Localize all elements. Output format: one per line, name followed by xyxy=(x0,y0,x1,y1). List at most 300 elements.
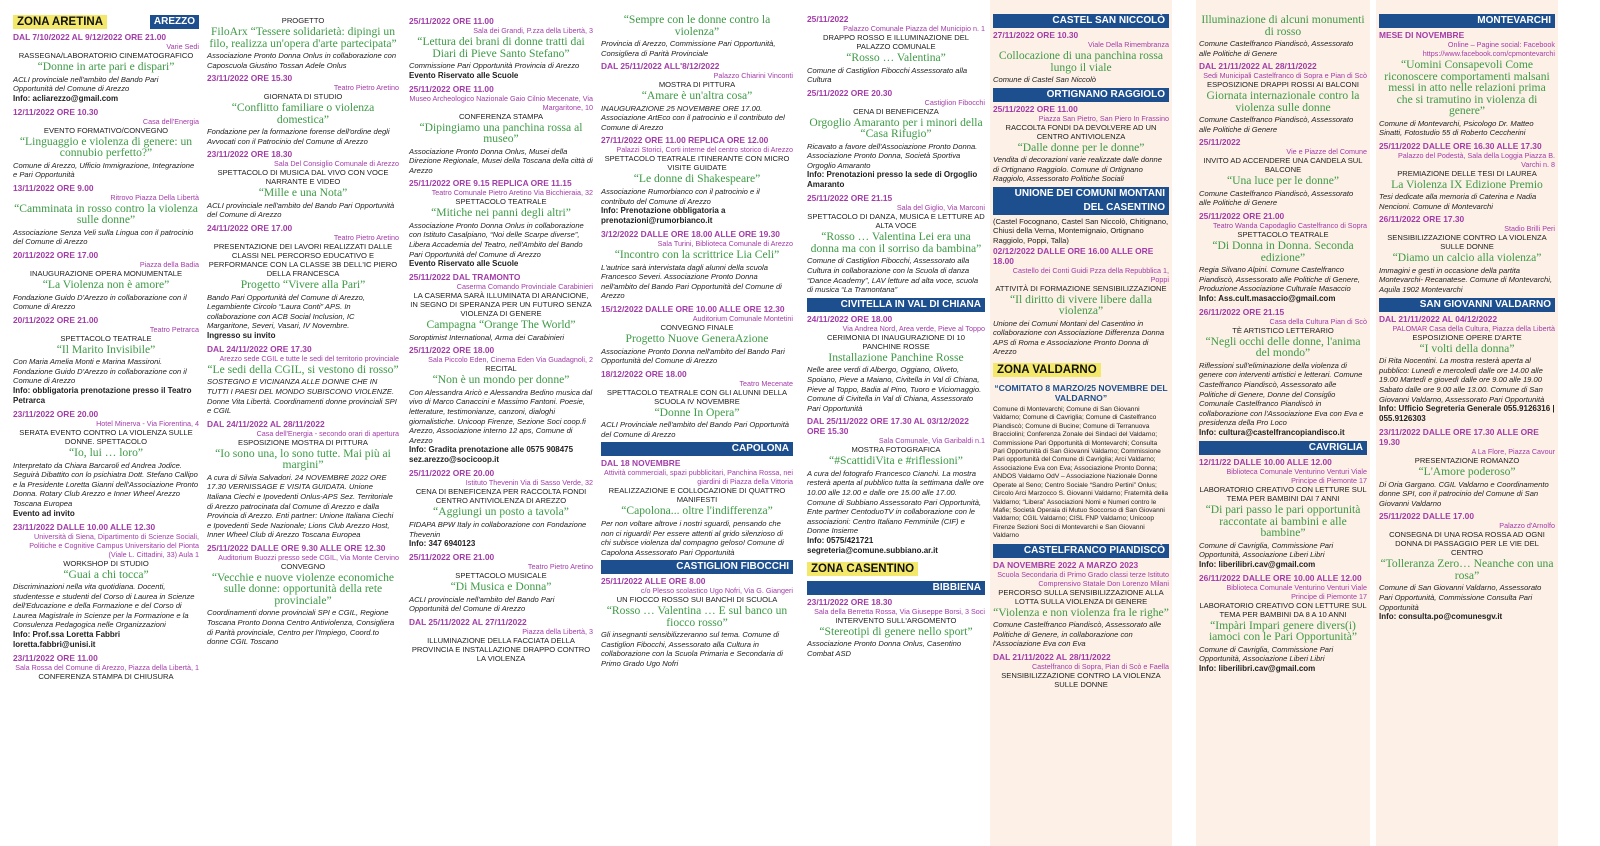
event-description: Associazione Pronto Donna Onlus in collaborazione con Istituto Casalpiano, “Noi delle Scarpe diverse”, Libera Accademia del Teatro, nell'Ambito del Bando Pari Opportunità del Comune di Arezzo xyxy=(409,220,584,259)
event-item xyxy=(601,61,793,132)
event-date: 23/11/2022 DALLE ORE 17.30 ALLE ORE 19.30 xyxy=(1379,427,1539,448)
event-date: DAL 24/11/2022 ORE 17.30 xyxy=(207,343,312,354)
event-description: Comune di Cavriglia, Commissione Pari Opportunità, Associazione Liberi Libri xyxy=(1199,540,1334,560)
event-place: Teatro Mecenate xyxy=(739,378,793,388)
event-place: Palazzo d'Arnolfo xyxy=(1499,521,1555,531)
event-title: “Rosso … Valentina … E sul banco un fiocco rosso” xyxy=(606,604,788,629)
event-description: Con Maria Amelia Monti e Marina Massironi. Fondazione Guido D'Arezzo in collaborazione con il Comune di Arezzo xyxy=(13,357,187,386)
event-description: Vendita di decorazioni varie realizzate dalle donne di Ortignano Raggiolo. Comune di Ortignano Raggiolo, Assessorato Politiche Sociali xyxy=(993,155,1162,184)
event-date: 26/11/2022 DALLE ORE 10.00 ALLE 12.00 xyxy=(1199,572,1362,583)
zone-label: ZONA ARETINA xyxy=(13,15,107,29)
event-place: Piazza della Libertà, 3 xyxy=(522,626,593,636)
event-place: A La Flore, Piazza Cavour xyxy=(1471,447,1555,457)
event-type: REALIZZAZIONE E COLLOCAZIONE DI QUATTRO MANIFESTI xyxy=(608,486,786,505)
event-type: PERCORSO SULLA SENSIBILIZZAZIONE ALLA LOTTA SULLA VIOLENZA DI GENERE xyxy=(998,587,1164,606)
event-item xyxy=(1379,214,1555,294)
event-item xyxy=(207,73,399,146)
event-title: “Guai a chi tocca” xyxy=(63,567,149,581)
event-place: Casa dell'Energia - secondo orari di apertura xyxy=(256,428,399,438)
event-title: “Negli occhi delle donne, l'anima del mondo” xyxy=(1205,334,1361,360)
event-item xyxy=(601,304,793,366)
zone-label: ZONA VALDARNO xyxy=(993,363,1101,377)
event-title: “Diamo un calcio alla violenza” xyxy=(1392,251,1542,265)
column-2 xyxy=(204,0,402,846)
event-description: Soroptimist International, Arma dei Carabinieri xyxy=(409,332,565,342)
event-type: SPETTACOLO TEATRALE ITINERANTE CON MICRO VISITE GUIDATE xyxy=(604,154,790,173)
event-place: Viale Della Rimembranza xyxy=(1088,40,1169,49)
event-place: Scuola Secondaria di Primo Grado classi terze Istituto Comprensivo Statale Don Lorenzo Milani xyxy=(997,569,1169,588)
event-title: “Le sedi della CGIL, si vestono di rosso” xyxy=(207,362,399,376)
event-list xyxy=(1379,14,1555,622)
event-title: Progetto Nuove GeneraAzione xyxy=(625,332,769,346)
event-title: FiloArx “Tessere solidarietà: dipingi un filo, realizza un'opera d'arte partecipata” xyxy=(209,25,397,50)
event-date: 25/11/2022 ORE 18.00 xyxy=(409,345,495,356)
event-type: SPETTACOLO TEATRALE xyxy=(455,197,547,207)
event-description: (Castel Focognano, Castel San Niccolò, Chitignano, Chiusi della Verna, Montemignaio, Ortignano Raggiolo, Poppi, Talla) xyxy=(993,216,1169,246)
event-place: Sala del Giglio, Via Marconi xyxy=(896,203,985,213)
event-date: 27/11/2022 ORE 10.30 xyxy=(993,30,1079,40)
event-info: Ingresso su invito xyxy=(207,330,276,340)
event-item xyxy=(1199,457,1367,570)
event-item xyxy=(807,193,985,294)
event-description: Tesi dedicate alla memoria di Caterina e Nadia Nencioni. Comune di Montevarchi xyxy=(1379,192,1537,211)
event-date: 25/11/2022 xyxy=(1199,137,1241,148)
event-title: Illuminazione di alcuni monumenti di rosso xyxy=(1201,13,1365,38)
event-item xyxy=(1199,573,1367,674)
event-type: ATTIVITÀ DI FORMAZIONE SENSIBILIZZAZIONE xyxy=(995,283,1167,293)
event-description: ACLI Provinciale nell'ambito del Bando Pari Opportunità del Comune di Arezzo xyxy=(601,420,790,439)
area-label: SAN GIOVANNI VALDARNO xyxy=(1379,298,1555,312)
event-type: PROGETTO xyxy=(281,16,325,25)
event-date: 12/11/22 DALLE 10.00 ALLE 12.00 xyxy=(1199,457,1332,467)
event-description: Ricavato a favore dell'Associazione Pronto Donna. Associazione Pronto Donna, Società Sportiva Orgoglio Amaranto xyxy=(807,141,978,170)
event-title: Installazione Panchine Rosse xyxy=(828,350,964,364)
event-title: “Non è un mondo per donne” xyxy=(432,373,570,387)
event-place: Castelfranco di Sopra, Pian di Scò e Faella xyxy=(1031,661,1169,671)
event-type: RACCOLTA FONDI DA DEVOLVERE AD UN CENTRO ANTIVIOLENZA xyxy=(1005,122,1157,141)
event-description: Interpretato da Chiara Barcaroli ed Andrea Jodice. Seguirà Dibattito con lo psichiatra Dott. Stefano Callipo e la Presidente Loretta Gianni dell'Associazione Pronto Donna. Rotary Club Arezzo e Inner Wheel Arezzo Toscana Europea xyxy=(13,460,199,508)
event-info: Evento Riservato alle Scuole xyxy=(409,70,519,80)
event-item xyxy=(13,107,199,180)
event-place: Palazzi Storici, Corti interne del centro storico di Arezzo xyxy=(616,145,793,155)
event-description: Comune di San Giovanni Valdarno, Assessorato Pari Opportunità, Commissione Consulta Pari Opportunità xyxy=(1379,583,1542,612)
event-item xyxy=(207,16,399,70)
event-description: Bando Pari Opportunità del Comune di Arezzo, Legambiente Circolo “Laura Conti” APS. In collaborazione con ACB Social Inclusion, IC Margaritone, Severi, Vasari, IV Novembre. xyxy=(207,292,366,331)
event-type: LA CASERMA SARÀ ILLUMINATA DI ARANCIONE, IN SEGNO DI SPERANZA PER UN FUTURO SENZA VIOLENZA DI GENERE xyxy=(410,291,592,319)
event-title: “Capolona... oltre l'indifferenza” xyxy=(621,504,773,518)
event-date: 25/11/2022 DALLE 17.00 xyxy=(1379,511,1474,522)
event-title: “Dalle donne per le donne” xyxy=(1017,140,1145,154)
event-info: Evento Riservato alle Scuole xyxy=(409,259,519,269)
event-list xyxy=(13,32,199,681)
event-description: Fondazione Guido D'Arezzo in collaborazione con il Comune di Arezzo xyxy=(13,292,187,312)
event-info: Info: Prof.ssa Loretta Fabbri loretta.fabbri@unisi.it xyxy=(13,629,121,649)
event-description: Discriminazioni nella vita quotidiana. Docenti, studentesse e studenti del Corso di Laurea in Scienze dell'Educazione e della Formazione e del Corso di Laurea Magistrale in Scienze per la Formazione e la Consulenza Pedagogica nelle Organizzazioni xyxy=(13,582,195,630)
event-type: TÈ ARTISTICO LETTERARIO xyxy=(1232,325,1334,335)
event-title: “Dipingiamo una panchina rossa al museo” xyxy=(419,120,583,146)
event-place: Piazza San Pietro, San Piero In Frassino xyxy=(1038,113,1169,123)
event-place: Via Andrea Nord, Area verde, Pieve al Toppo xyxy=(842,323,985,333)
event-place: Stadio Brilli Peri xyxy=(1504,224,1555,234)
event-type: SPETTACOLO DI DANZA, MUSICA E LETTURE AD ALTA VOCE xyxy=(807,212,985,231)
event-date: MESE DI NOVEMBRE xyxy=(1379,30,1465,40)
event-item xyxy=(1379,30,1555,138)
event-description: Riflessioni sull'eliminazione della violenza di genere con interventi artistici e letterari. Comune Castelfranco Piandiscò, Assessorato alle Politiche di Genere, Donne del Consiglio Comunale Castelfranco Piandiscò in collaborazione con l'Associazione Eva con Eva e presidenza della Pro Loco xyxy=(1199,360,1364,428)
event-place: Vie e Piazze del Comune xyxy=(1286,147,1367,157)
area-label: CAVRIGLIA xyxy=(1199,441,1367,455)
event-info: Info: Prenotazione obbligatoria a prenotazioni@rumorbianco.it xyxy=(601,206,726,226)
event-title: “Di pari passo le pari opportunità raccontate ai bambini e alle bambine” xyxy=(1205,503,1361,539)
event-type: PREMIAZIONE DELLE TESI DI LAUREA xyxy=(1397,168,1537,178)
event-place: Piazza della Badia xyxy=(139,260,199,270)
event-date: 24/11/2022 ORE 17.00 xyxy=(207,223,293,234)
event-item xyxy=(807,298,985,413)
event-description: Comune di Castiglion Fibocchi Assessorato alla Cultura xyxy=(807,65,968,85)
event-description: Comune di Castel San Niccolò xyxy=(993,75,1096,84)
event-date: 18/12/2022 ORE 18.00 xyxy=(601,368,687,379)
event-info: Info: liberilibri.cav@gmail.com xyxy=(1199,663,1316,673)
event-title: “Vecchie e nuove violenze economiche sulle donne: opportunità della rete provinciale” xyxy=(211,570,395,607)
event-date: 12/11/2022 ORE 10.30 xyxy=(13,106,99,117)
event-date: DAL 24/11/2022 AL 28/11/2022 xyxy=(207,418,325,429)
event-description: SOSTEGNO E VICINANZA ALLE DONNE CHE IN TUTTI I PAESI DEL MONDO SUBISCONO VIOLENZE. Donne Vita Libertà. Coordinamenti donne provinciali SPI e CGIL xyxy=(207,377,397,416)
column-3 xyxy=(406,0,596,846)
event-type: CONSEGNA DI UNA ROSA ROSSA AD OGNI DONNA DI PASSAGGIO PER LE VIE DEL CENTRO xyxy=(1389,530,1545,558)
event-title: “L'Amore poderoso” xyxy=(1418,465,1516,479)
event-type: INVITO AD ACCENDERE UNA CANDELA SUL BALCONE xyxy=(1203,156,1363,175)
event-place: Palazzo del Podestà, Sala della Loggia Piazza B. Varchi n. 8 xyxy=(1397,150,1555,169)
event-type: CENA DI BENEFICENZA PER RACCOLTA FONDI CENTRO ANTIVIOLENZA DI AREZZO xyxy=(415,487,587,506)
event-title: Giornata internazionale contro la violenza sulle donne xyxy=(1206,89,1360,114)
event-type: ESPOSIZIONE DRAPPI ROSSI AI BALCONI xyxy=(1207,80,1359,90)
event-type: INTERVENTO SULL'ARGOMENTO xyxy=(835,615,957,625)
event-date: 25/11/2022 ORE 21.00 xyxy=(409,552,495,563)
event-description: Comune Castelfranco Piandiscò, Assessorato alle Politiche di Genere, in collaborazione con l'Associazione Eva con Eva xyxy=(993,620,1162,649)
event-item xyxy=(1199,137,1367,208)
event-title: La Violenza IX Edizione Premio xyxy=(1391,177,1543,191)
event-description: Con Alessandra Aricò e Alessandra Bedino musica dal vivo di Marco Canaccini e Massimo Fantoni. Poesie, letterature, testimonianze, canzoni, dialoghi giornalistiche. Unicoop Firenze, Sezione Soci coop.fi Arezzo, Associazione interno 12 aps, Comune di Arezzo xyxy=(409,387,593,445)
event-type: CONVEGNO FINALE xyxy=(660,323,734,333)
event-title: “Io, lui … loro” xyxy=(68,446,144,460)
event-item xyxy=(207,419,399,540)
event-description: Comune di Castiglion Fibocchi, Assessorato alla Cultura in collaborazione con la Scuola di danza “Dance Academy”, LAV letture ad alta voce, scuola di musica “La Tramontana” xyxy=(807,256,979,295)
event-item xyxy=(807,416,985,556)
event-item xyxy=(993,406,1169,541)
event-info: Info: liberilibri.cav@gmail.com xyxy=(1199,559,1316,569)
event-item xyxy=(601,14,793,58)
event-item xyxy=(409,468,593,549)
event-type: SENSIBILIZZAZIONE CONTRO LA VIOLENZA SULLE DONNE xyxy=(1387,233,1547,252)
event-place: Palazzo Chiarini Vinconti xyxy=(713,71,793,81)
event-item xyxy=(13,315,199,406)
event-item xyxy=(601,369,793,440)
area-label: CAPOLONA xyxy=(601,442,793,456)
event-info: Info: Prenotazioni presso la sede di Orgoglio Amaranto xyxy=(807,170,978,190)
event-list xyxy=(409,16,593,663)
event-type: CONFERENZA STAMPA DI CHIUSURA xyxy=(38,671,174,681)
area-label: ORTIGNANO RAGGIOLO xyxy=(993,88,1169,102)
event-item xyxy=(207,223,399,341)
event-place: Castiglion Fibocchi xyxy=(924,97,985,107)
event-item xyxy=(409,552,593,614)
event-date: DAL 25/11/2022 AL 27/11/2022 xyxy=(409,616,527,627)
event-info: Info: 0575/421721 segreteria@comune.subbiano.ar.it xyxy=(807,535,938,555)
event-date: 13/11/2022 ORE 9.00 xyxy=(13,182,94,193)
event-type: UN FIOCCO ROSSO SUI BANCHI DI SCUOLA xyxy=(616,595,778,605)
event-title: “I volti della donna” xyxy=(1419,341,1515,355)
column-5 xyxy=(804,0,988,846)
event-item xyxy=(1199,307,1367,438)
event-date: 02/12/2022 DALLE ORE 16.00 ALLE ORE 18.00 xyxy=(993,245,1154,266)
committee-title: “COMITATO 8 MARZO/25 NOVEMBRE DEL VALDARNO” xyxy=(994,383,1168,404)
event-item xyxy=(1199,211,1367,304)
event-title: Progetto “Vivere alla Pari” xyxy=(240,278,366,292)
area-label: CASTEL SAN NICCOLÒ xyxy=(993,14,1169,28)
event-place: Sala Comunale, Via Garibaldi n.1 xyxy=(878,436,985,446)
event-date: 23/11/2022 ORE 18.30 xyxy=(207,149,293,160)
event-info: Evento ad invito xyxy=(13,508,75,518)
event-type: ESPOSIZIONE OPERE D'ARTE xyxy=(1412,332,1522,342)
event-title: “Incontro con la scrittrice Lia Celi” xyxy=(614,248,780,262)
event-item xyxy=(13,32,199,104)
column-4 xyxy=(598,0,796,846)
event-item xyxy=(807,88,985,191)
event-item xyxy=(1199,61,1367,134)
event-description: Per non voltare altrove i nostri sguardi, pensando che non ci riguardi! Per essere attenti al grido silenzioso di chi subisce violenza dal compagno geloso! Comune di Capolona Assessorato Pari Opportunità xyxy=(601,518,784,557)
event-description: Associazione Pronto Donna Onlus, Musei della Direzione Regionale, Musei della Toscana della città di Arezzo xyxy=(409,146,593,175)
event-type: ESPOSIZIONE MOSTRA DI PITTURA xyxy=(238,437,368,447)
event-type: ILLUMINAZIONE DELLA FACCIATA DELLA PROVINCIA E INSTALLAZIONE DRAPPO CONTRO LA VIOLENZA xyxy=(411,635,591,663)
event-description: Coordinamenti donne provinciali SPI e CGIL, Regione Toscana Pronto Donna Centro Antiviolenza, Consigliera di Parità provinciale, Centro per l'Impiego, Coord.to donne CGIL Toscano xyxy=(207,608,395,647)
event-info: Info: cultura@castelfrancopiandisco.it xyxy=(1199,428,1345,437)
event-description: Comune Castelfranco Piandiscò, Assessorato alle Politiche di Genere xyxy=(1199,39,1354,58)
event-place: Sedi Municipali Castelfranco di Sopra e Pian di Scò xyxy=(1203,71,1367,81)
event-description: Regia Silvano Alpini. Comune Castelfranco Piandiscò, Assessorato alle Politiche di Genere, Produzione Associazione Culturale Masaccio xyxy=(1199,265,1360,294)
event-type: GIORNATA DI STUDIO xyxy=(263,92,343,102)
event-date: DA NOVEMBRE 2022 A MARZO 2023 xyxy=(993,559,1139,570)
event-place: Varie Sedi xyxy=(166,42,199,51)
event-date: 26/11/2022 ORE 17.30 xyxy=(1379,214,1465,225)
event-title: “Sempre con le donne contro la violenza” xyxy=(623,13,771,38)
event-date: 25/11/2022 DALLE ORE 9.30 ALLE ORE 12.30 xyxy=(207,542,386,553)
event-title: “Una luce per le donne” xyxy=(1226,174,1339,188)
event-description: ACLI provinciale nell'ambito del Bando Pari Opportunità del Comune di Arezzo xyxy=(207,200,395,220)
event-list xyxy=(1199,14,1367,674)
event-item xyxy=(13,183,199,247)
event-title: “Linguaggio e violenza di genere: un connubio perfetto?” xyxy=(19,134,193,160)
event-item xyxy=(807,597,985,659)
event-place: PALOMAR Casa della Cultura, Piazza della Libertà xyxy=(1392,323,1555,333)
event-description: Comune di Cavriglia, Commissione Pari Opportunità, Associazione Liberi Libri xyxy=(1199,644,1334,664)
event-description: Gli insegnanti sensibilizzeranno sul tema. Comune di Castiglion Fibocchi, Assessorato alla Cultura in collaborazione con la Scuola Primaria e Secondaria di Primo Grado Ugo Nofri xyxy=(601,630,783,669)
event-title: “Stereotipi di genere nello sport” xyxy=(819,624,973,638)
event-item xyxy=(601,458,793,557)
event-title: “La Violenza non è amore” xyxy=(42,278,170,292)
event-title: “Di Musica e Donna” xyxy=(450,580,552,594)
event-place: Teatro Pietro Aretino xyxy=(333,233,399,243)
event-type: DRAPPO ROSSO E ILLUMINAZIONE DEL PALAZZO COMUNALE xyxy=(822,33,969,51)
event-place: c/o Plesso scolastico Ugo Nofri, Via G. Giangeri xyxy=(640,586,793,596)
event-description: Comune Castelfranco Piandiscò, Assessorato alle Politiche di Genere xyxy=(1199,188,1354,208)
event-item xyxy=(993,560,1169,649)
event-title: “Rosso … Valentina” xyxy=(846,51,946,64)
event-title: “Il Marito Invisibile” xyxy=(56,342,156,356)
event-description: A cura di Silvia Salvadori. 24 NOVEMBRE 2022 ORE 17.30 VERNISSAGE E VISITA GUIDATA. Unione Italiana Ciechi e Ipovedenti Onlus-APS Sez. Territoriale di Arezzo patrocinata dal Comune di Arezzo e dalla Provincia di Arezzo. Enti partner: Unione Italiana Ciechi e Ipovedenti Sede Nazionale; Lions Club Arezzo Host, Inner Wheel Club di Arezzo Toscana Europea xyxy=(207,472,394,540)
event-type: MOSTRA DI PITTURA xyxy=(658,80,736,90)
event-title: Collocazione di una panchina rossa lungo il viale xyxy=(998,49,1164,74)
event-place: Sala Turini, Biblioteca Comunale di Arezzo xyxy=(657,239,793,249)
event-title: Orgoglio Amaranto per i minori della “Casa Rifugio” xyxy=(809,115,983,141)
event-list xyxy=(993,14,1169,689)
event-place: Sala Rossa del Comune di Arezzo, Piazza della Libertà, 1 xyxy=(15,662,199,672)
event-item xyxy=(1199,14,1367,58)
event-place: Teatro Pietro Aretino xyxy=(333,83,399,93)
event-place: Sala dei Grandi, P.zza della Libertà, 3 xyxy=(473,26,593,35)
event-item xyxy=(409,272,593,342)
event-type: SPETTACOLO TEATRALE xyxy=(1237,230,1329,240)
event-item xyxy=(1379,314,1555,424)
event-type: MOSTRA FOTOGRAFICA xyxy=(851,445,941,455)
event-description: Comune di Montevarchi, Psicologo Dr. Matteo Sinatti, Fotostudio 55 di Roberto Ceccherini xyxy=(1379,118,1534,138)
event-description: Comune di Arezzo, Ufficio Immigrazione, Integrazione e Pari Opportunità xyxy=(13,160,195,180)
event-type: SPETTACOLO TEATRALE xyxy=(60,333,152,343)
event-title: “Lettura dei brani di donne tratti dai Diari di Pieve Santo Stefano” xyxy=(417,35,585,60)
event-info: Info: Gradita prenotazione alle 0575 908475 sez.arezzo@socicoop.it xyxy=(409,445,574,465)
event-place: Teatro Comunale Pietro Aretino Via Bicchieraia, 32 xyxy=(431,188,593,198)
event-place: Palazzo Comunale Piazza del Municipio n. 1 xyxy=(843,24,985,33)
event-place: Teatro Petrarca xyxy=(149,324,199,334)
event-place: Castello dei Conti Guidi Pzza della Repubblica 1, Poppi xyxy=(1012,265,1169,284)
event-type: LABORATORIO CREATIVO CON LETTURE SUL TEMA PER BAMBINI DA 8 A 10 ANNI xyxy=(1199,600,1367,619)
event-item xyxy=(601,135,793,226)
event-item xyxy=(13,250,199,312)
event-info: Info: consulta.po@comunesgv.it xyxy=(1379,612,1503,622)
event-type: EVENTO FORMATIVO/CONVEGNO xyxy=(43,125,169,135)
event-item xyxy=(993,652,1169,689)
event-type: CONFERENZA STAMPA xyxy=(458,111,544,121)
event-date: 25/11/2022 DALLE ORE 16.30 ALLE 17.30 xyxy=(1379,140,1542,151)
event-title: “Uomini Consapevoli Come riconoscere comportamenti malsani messi in atto nelle relazioni prima che si tramutino in violenza di genere” xyxy=(1384,58,1550,117)
event-item xyxy=(13,522,199,650)
event-title: “Donne in arte pari e dispari” xyxy=(37,60,175,73)
event-title: Campagna “Orange The World” xyxy=(426,318,576,332)
event-title: “Donne In Opera” xyxy=(654,405,740,419)
event-title: “Tolleranza Zero… Neanche con una rosa” xyxy=(1380,557,1554,582)
event-place: Arezzo sede CGIL e tutte le sedi del territorio provinciale xyxy=(219,353,399,363)
event-date: 23/11/2022 ORE 20.00 xyxy=(13,409,99,420)
event-date: 15/12/2022 DALLE ORE 10.00 ALLE ORE 12.30 xyxy=(601,304,785,315)
event-type: INAUGURAZIONE OPERA MONUMENTALE xyxy=(29,269,183,279)
event-item xyxy=(601,576,793,668)
event-type: RECITAL xyxy=(485,364,517,374)
area-label: CASTIGLION FIBOCCHI xyxy=(601,560,793,574)
event-date: DAL 21/11/2022 AL 28/11/2022 xyxy=(993,651,1111,662)
event-item xyxy=(993,217,1169,357)
event-type: CENA DI BENEFICENZA xyxy=(853,106,939,116)
event-type: PRESENTAZIONE DEI LAVORI REALIZZATI DALLE CLASSI NEL PERCORSO EDUCATIVO E PERFORMANCE CON LA CLASSE 3B DELL'IC PIERO DELLA FRANCESCA xyxy=(208,242,398,279)
event-date: DAL 21/11/2022 AL 04/12/2022 xyxy=(1379,313,1498,324)
event-title: “Io sono una, lo sono tutte. Mai più ai margini” xyxy=(215,446,391,472)
event-item xyxy=(409,617,593,663)
area-label: BIBBIENA xyxy=(807,581,985,595)
event-place: Museo Archeologico Nazionale Gaio Cilnio Mecenate, Via Margaritone, 10 xyxy=(409,93,593,112)
event-description: Associazione Pronto Donna Onlus in collaborazione con Caposcuola Giustino Tossan Adele Onlus xyxy=(207,51,397,70)
event-title: “Amare è un'altra cosa” xyxy=(641,89,753,103)
event-date: 25/11/2022 ORE 21.00 xyxy=(1199,211,1285,222)
event-description: Associazione Senza Veli sulla Lingua con il patrocinio del Comune di Arezzo xyxy=(13,227,194,247)
event-type: SPETTACOLO MUSICALE xyxy=(455,571,547,581)
event-type: PRESENTAZIONE ROMANZO xyxy=(1414,456,1520,466)
event-date: 23/11/2022 DALLE 10.00 ALLE 12.30 xyxy=(13,521,156,532)
event-description: Unione dei Comuni Montani del Casentino in collaborazione con Associazione Differenza Donna APS di Roma e Associazione Pronto Donna di Arezzo xyxy=(993,318,1165,357)
event-description: Provincia di Arezzo, Commissione Pari Opportunità, Consigliera di Parità Provinciale xyxy=(601,39,776,58)
event-title: “Violenza e non violenza fra le righe” xyxy=(993,605,1169,619)
event-date: 23/11/2022 ORE 18.30 xyxy=(807,596,893,607)
event-date: 25/11/2022 ORE 11.00 xyxy=(993,103,1078,114)
event-description: Comune Castelfranco Piandiscò, Assessorato alle Politiche di Genere xyxy=(1199,115,1354,134)
event-place: Teatro Pietro Aretino xyxy=(527,562,593,572)
event-type: SERATA EVENTO CONTRO LA VIOLENZA SULLE DONNE. SPETTACOLO xyxy=(19,428,193,447)
event-date: 25/11/2022 ALLE ORE 8.00 xyxy=(601,576,706,587)
event-type: CERIMONIA DI INAUGURAZIONE DI 10 PANCHINE ROSSE xyxy=(827,332,965,351)
event-date: 20/11/2022 ORE 17.00 xyxy=(13,250,99,261)
event-description: INAUGURAZIONE 25 NOVEMBRE ORE 17.00. Associazione ArtEco con il patrocinio e il contributo del Comune di Arezzo xyxy=(601,103,785,132)
column-8 xyxy=(1376,0,1558,846)
event-type: SPETTACOLO DI MUSICA DAL VIVO CON VOCE NARRANTE E VIDEO xyxy=(217,168,389,187)
event-title: “Camminata in rosso contro la violenza sulle donne” xyxy=(14,201,198,227)
event-item xyxy=(13,653,199,681)
event-date: 25/11/2022 xyxy=(807,14,849,24)
event-title: “Mitiche nei panni degli altri” xyxy=(431,206,571,220)
event-place: Attività commerciali, spazi pubblicitari, Panchina Rossa, nei giardini di Piazza della Vittoria xyxy=(604,468,793,487)
event-item xyxy=(409,16,593,81)
event-title: “#ScattidiVita e #riflessioni” xyxy=(829,454,963,468)
event-item xyxy=(207,149,399,220)
event-description: Associazione Pronto Donna Onlus, Casentino Combat ASD xyxy=(807,639,962,659)
area-label: CIVITELLA IN VAL DI CHIANA xyxy=(807,298,985,312)
event-place: Auditorium Comunale Montetini xyxy=(692,314,793,324)
event-place: Ritrovo Piazza Della Libertà xyxy=(110,192,199,202)
event-place: Auditorium Buozzi presso sede CGIL, Via Monte Cervino xyxy=(218,552,399,562)
event-description: Associazione Rumorbianco con il patrocinio e il contributo del Comune di Arezzo xyxy=(601,186,760,206)
event-title: “Le donne di Shakespeare” xyxy=(633,172,761,186)
event-date: 25/11/2022 ORE 20.00 xyxy=(409,468,495,479)
event-item xyxy=(409,84,593,176)
event-date: DAL 18 NOVEMBRE xyxy=(601,458,681,469)
event-place: Casa dell'Energia xyxy=(142,116,199,126)
column-1 xyxy=(10,0,202,846)
event-item xyxy=(409,345,593,465)
event-date: 25/11/2022 ORE 20.30 xyxy=(807,87,893,98)
event-date: 25/11/2022 ORE 21.15 xyxy=(807,193,893,204)
event-item xyxy=(409,178,593,269)
event-description: Associazione Pronto Donna nell'ambito del Bando Pari Opportunità del Comune di Arezzo xyxy=(601,346,785,366)
area-label: AREZZO xyxy=(150,15,199,29)
event-info: Info: obbligatoria prenotazione presso il Teatro Petrarca xyxy=(13,386,192,406)
event-info: Info: Ass.cult.masaccio@gmail.com xyxy=(1199,293,1336,303)
event-place: Caserma Comando Provinciale Carabinieri xyxy=(456,282,593,292)
event-type: WORKSHOP DI STUDIO xyxy=(63,558,149,568)
event-info: Info: acliarezzo@gmail.com xyxy=(13,93,119,103)
event-list xyxy=(807,14,985,659)
event-date: 20/11/2022 ORE 21.00 xyxy=(13,314,99,325)
event-title: “Conflitto familiare o violenza domestica” xyxy=(231,101,375,126)
event-info: Info: Ufficio Segreteria Generale 055.9126316 | 055.9126303 xyxy=(1379,404,1555,424)
event-date: 25/11/2022 ORE 11.00 xyxy=(409,83,494,94)
event-description: Di Rita Nocentini. La mostra resterà aperta al pubblico: Lunedì e mercoledì dalle ore 14.00 alle 19.00 Martedì e giovedì dalle ore 9.00 alle 19.00 Sabato dalle ore 9.00 alle 13.00. Comune di San Giovanni Valdarno, Assessorato Pari Opportunità xyxy=(1379,356,1545,404)
event-description: Immagini e gesti in occasione della partita Montevarchi- Recanatese. Comune di Montevarchi, Aquila 1902 Montevarchi xyxy=(1379,265,1553,295)
event-description: ACLI provinciale nell'ambito del Bando Pari Opportunità del Comune di Arezzo xyxy=(13,74,159,94)
